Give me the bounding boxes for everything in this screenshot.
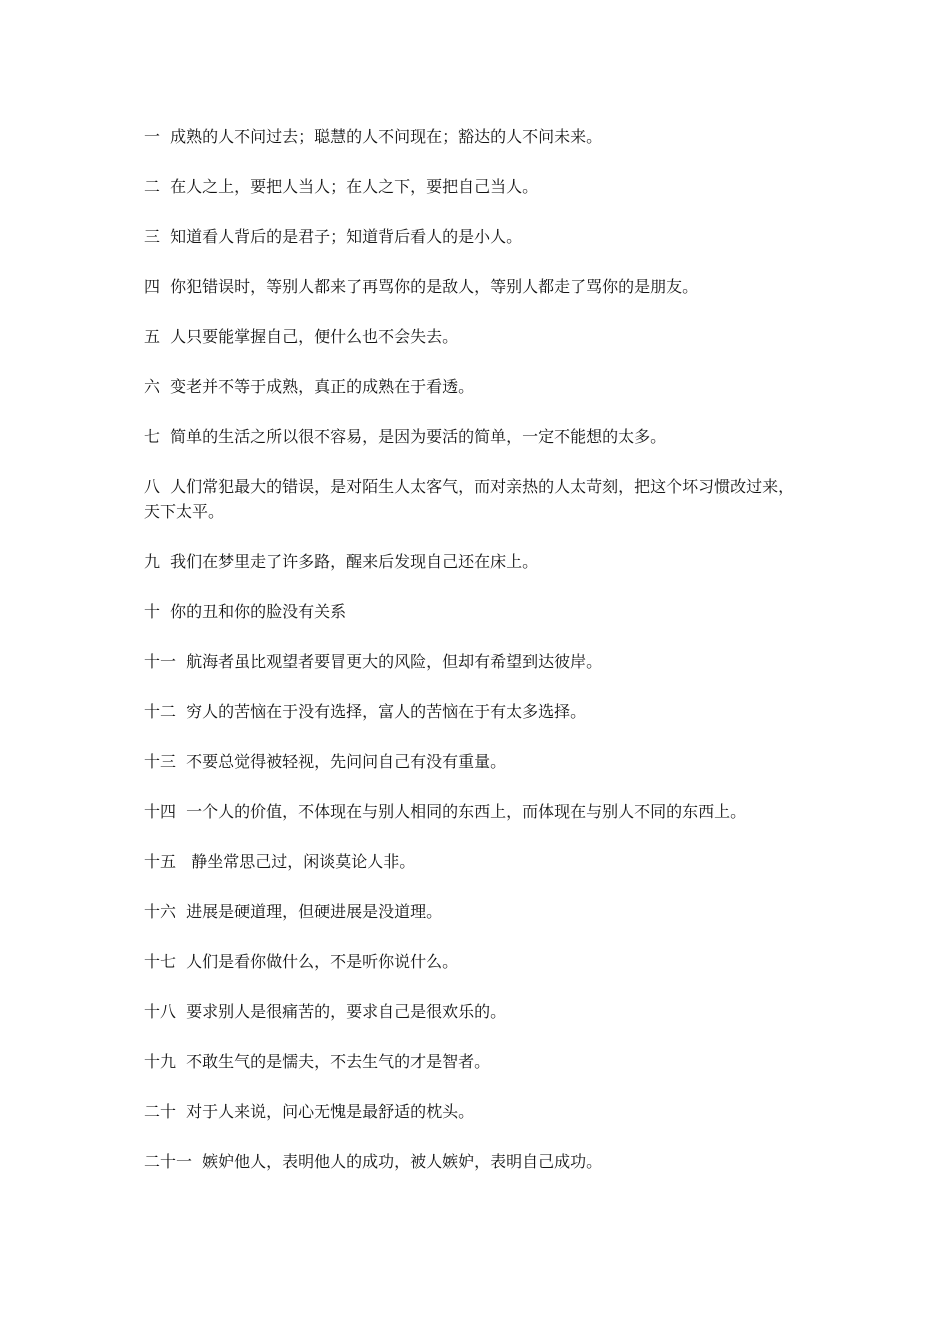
quote-item-4: 四 你犯错误时，等别人都来了再骂你的是敌人，等别人都走了骂你的是朋友。 — [144, 277, 699, 296]
quote-item-6: 六 变老并不等于成熟，真正的成熟在于看透。 — [144, 377, 475, 396]
quote-item-3: 三 知道看人背后的是君子；知道背后看人的是小人。 — [144, 227, 523, 246]
quote-item-16: 十六 进展是硬道理，但硬进展是没道理。 — [144, 902, 443, 921]
quote-item-2: 二 在人之上，要把人当人；在人之下，要把自己当人。 — [144, 177, 539, 196]
quote-item-20: 二十 对于人来说，问心无愧是最舒适的枕头。 — [144, 1102, 475, 1121]
quote-item-1: 一 成熟的人不问过去；聪慧的人不问现在；豁达的人不问未来。 — [144, 127, 603, 146]
quote-item-9: 九 我们在梦里走了许多路，醒来后发现自己还在床上。 — [144, 552, 539, 571]
document-body — [144, 124, 804, 1199]
quote-item-8: 八 人们常犯最大的错误，是对陌生人太客气，而对亲热的人太苛刻，把这个坏习惯改过来，天下太平。 — [144, 477, 795, 521]
quote-item-13: 十三 不要总觉得被轻视，先问问自己有没有重量。 — [144, 752, 507, 771]
quote-item-18: 十八 要求别人是很痛苦的，要求自己是很欢乐的。 — [144, 1002, 507, 1021]
quote-item-15: 十五 静坐常思己过，闲谈莫论人非。 — [144, 852, 416, 871]
quote-item-10: 十 你的丑和你的脸没有关系 — [144, 602, 347, 621]
quote-item-14: 十四 一个人的价值，不体现在与别人相同的东西上，而体现在与别人不同的东西上。 — [144, 802, 747, 821]
quote-item-11: 十一 航海者虽比观望者要冒更大的风险，但却有希望到达彼岸。 — [144, 652, 603, 671]
quote-item-7: 七 简单的生活之所以很不容易，是因为要活的简单，一定不能想的太多。 — [144, 427, 667, 446]
quote-item-17: 十七 人们是看你做什么，不是听你说什么。 — [144, 952, 459, 971]
quote-item-12: 十二 穷人的苦恼在于没有选择，富人的苦恼在于有太多选择。 — [144, 702, 587, 721]
quote-item-19: 十九 不敢生气的是懦夫，不去生气的才是智者。 — [144, 1052, 491, 1071]
quote-item-21: 二十一 嫉妒他人，表明他人的成功，被人嫉妒，表明自己成功。 — [144, 1152, 603, 1171]
quote-item-5: 五 人只要能掌握自己，便什么也不会失去。 — [144, 327, 459, 346]
